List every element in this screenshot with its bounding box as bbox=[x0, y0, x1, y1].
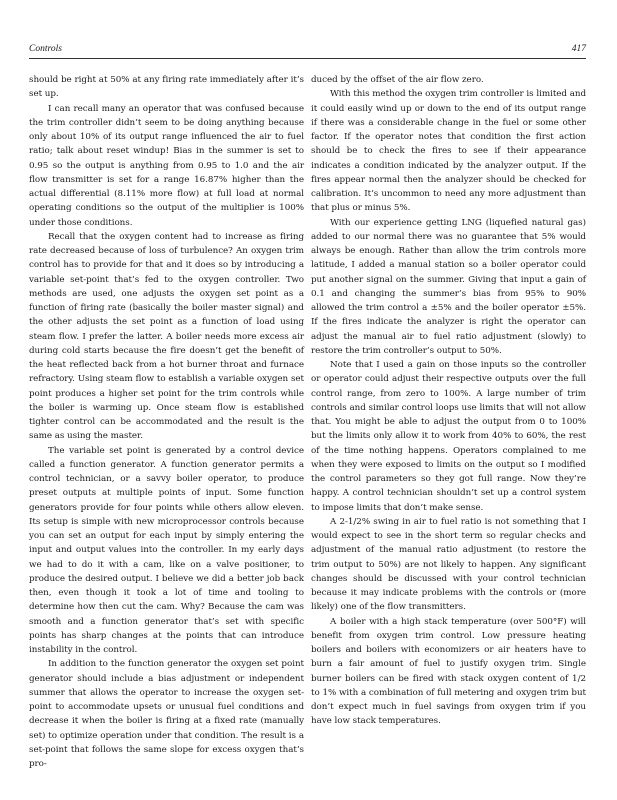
paragraph: duced by the offset of the air flow zero. bbox=[311, 75, 484, 85]
right-column bbox=[311, 73, 586, 729]
page-number: 417 bbox=[571, 44, 586, 54]
paragraph: should be right at 50% at any firing rate immediately after it’s set up. bbox=[29, 75, 304, 100]
running-header bbox=[29, 44, 586, 58]
header-rule bbox=[29, 58, 586, 59]
paragraph: Note that I used a gain on those inputs so the controller or operator could adjust their respective outputs over the full control range, from zero to 100%. A large number of trim controls and similar control loops use limits that will not allow that. You might be able to adjust the output from 0 to 100% but the limits only allow it to work from 40% to 60%, the rest of the time nothing happens. Operators complained to me when they were exposed to limits on the output so I modified the control parameters so they got full range. Now they’re happy. A control technician shouldn’t set up a control system to impose limits that don’t make sense. bbox=[311, 360, 586, 513]
paragraph: With this method the oxygen trim controller is limited and it could easily wind up or down to the end of its output range if there was a considerable change in the fuel or some other factor. If the operator notes that condition the first action should be to check the fires to see if their appearance indicates a condition indicated by the analyzer output. If the fires appear normal then the analyzer should be checked for calibration. It’s uncommon to need any more adjustment than that plus or minus 5%. bbox=[311, 89, 587, 214]
left-column bbox=[29, 73, 304, 771]
paragraph: Recall that the oxygen content had to increase as firing rate decreased because of loss of turbulence? An oxygen trim control has to provide for that and it does so by introducing a variable set-point that’s fed to the oxygen controller. Two methods are used, one adjusts the oxygen set point as a function of firing rate (basically the boiler master signal) and the other adjusts the set point as a function of load using steam flow. I prefer the latter. A boiler needs more excess air during cold starts because the fire doesn’t get the benefit of the heat reflected back from a hot burner throat and furnace refractory. Using steam flow to establish a variable oxygen set point produces a higher set point for the trim controls while the boiler is warming up. Once steam flow is established tighter control can be accommodated and the result is the same as using the master. bbox=[29, 231, 304, 442]
paragraph: In addition to the function generator the oxygen set point generator should include a bias adjustment or independent summer that allows the operator to increase the oxygen set-point to accommodate upsets or unusual fuel conditions and decrease it when the boiler is firing at a fixed rate (manually set) to optimize operation under that condition. The result is a set-point that follows the same slope for excess oxygen that’s pro- bbox=[29, 659, 304, 769]
paragraph: A boiler with a high stack temperature (over 500°F) will benefit from oxygen trim control. Low pressure heating boilers and boilers with economizers or air heaters have to burn a fair amount of fuel to justify oxygen trim. Single burner boilers can be fired with stack oxygen content of 1/2 to 1% with a combination of full metering and oxygen trim but don’t expect much in fuel savings from oxygen trim if you have low stack temperatures. bbox=[311, 616, 586, 727]
paragraph: The variable set point is generated by a control device called a function generator. A function generator permits a control technician, or a savvy boiler operator, to produce preset outputs at multiple points of input. Some function generators provide for four points while others allow eleven. Its setup is simple with new microprocessor controls because you can set an output for each input by simply entering the input and output values into the controller. In my early days we had to do it with a cam, like on a valve positioner, to produce the desired output. I believe we did a better job back then, even though it took a lot of time and tooling to determine how then cut the cam. Why? Because the cam was smooth and a function generator that’s set with specific points has sharp changes at the points that can introduce instability in the control. bbox=[29, 445, 304, 655]
paragraph: A 2-1/2% swing in air to fuel ratio is not something that I would expect to see in the short term so regular checks and adjustment of the manual ratio adjustment (to restore the trim output to 50%) are not likely to happen. Any significant changes should be discussed with your control technician because it may indicate problems with the controls or (more likely) one of the flow transmitters. bbox=[311, 516, 586, 613]
paragraph: With our experience getting LNG (liquefied natural gas) added to our normal there was no guarantee that 5% would always be enough. Rather than allow the trim controls more latitude, I added a manual station so a boiler operator could put another signal on the summer. Giving that input a gain of 0.1 and changing the summer’s bias from 95% to 90% allowed the trim control a ±5% and the boiler operator ±5%. If the fires indicate the analyzer is right the operator can adjust the manual air to fuel ratio adjustment (slowly) to restore the trim controller’s output to 50%. bbox=[311, 217, 586, 356]
chapter-title: Controls bbox=[29, 44, 62, 54]
paragraph: I can recall many an operator that was confused because the trim controller didn’t seem to be doing anything because only about 10% of its output range influenced the air to fuel ratio; talk about reset windup! Bias in the summer is set to 0.95 so the output is anything from 0.95 to 1.0 and the air flow transmitter is set for a range 16.87% higher than the actual differential (8.11% more flow) at full load at normal operating conditions so the output of the multiplier is 100% under those conditions. bbox=[29, 103, 304, 228]
